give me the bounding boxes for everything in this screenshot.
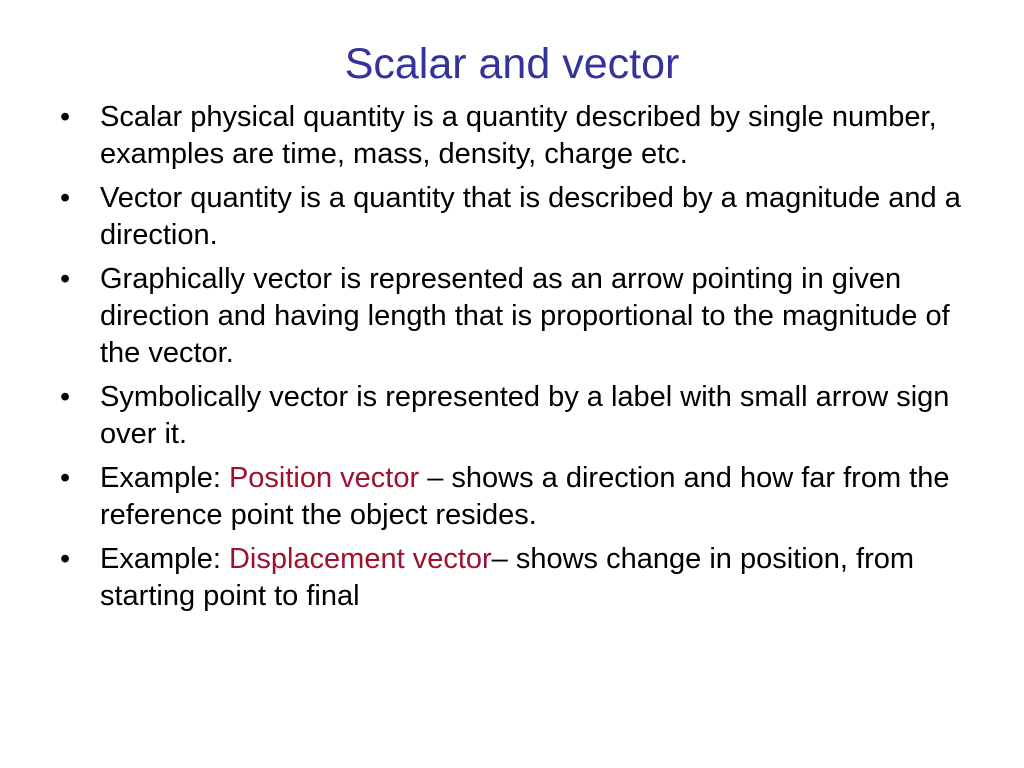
bullet-item-displacement-vector-example: [60, 541, 970, 615]
bullet-text: Symbolically vector is represented by a label with small arrow sign over it.: [100, 381, 950, 450]
bullet-mark: •: [60, 182, 71, 214]
bullet-text: Scalar physical quantity is a quantity described by single number, examples are time, mass, density, charge etc.: [100, 101, 937, 170]
bullet-list: [60, 99, 970, 622]
bullet-item-symbolic-representation: [60, 379, 970, 453]
bullet-item-graphical-representation: [60, 261, 970, 372]
slide-title: Scalar and vector: [344, 40, 680, 88]
bullet-mark: •: [60, 462, 71, 494]
bullet-mark: •: [60, 543, 71, 575]
bullet-prefix: Example:: [100, 543, 229, 575]
bullet-item-scalar-definition: [60, 99, 970, 173]
bullet-prefix: Example:: [100, 462, 229, 494]
bullet-mark: •: [60, 381, 71, 413]
bullet-mark: •: [60, 101, 71, 133]
bullet-mark: •: [60, 263, 71, 295]
bullet-text: Vector quantity is a quantity that is described by a magnitude and a direction.: [100, 182, 961, 251]
highlighted-term: Position vector: [228, 462, 420, 494]
bullet-item-position-vector-example: [60, 460, 970, 534]
bullet-item-vector-definition: [60, 180, 970, 254]
bullet-suffix: – shows change in position, from starting point to final: [100, 543, 915, 612]
bullet-text: Graphically vector is represented as an arrow pointing in given direction and having length that is proportional to the magnitude of the vector.: [100, 263, 950, 369]
bullet-suffix: – shows a direction and how far from the reference point the object resides.: [100, 462, 950, 531]
highlighted-term: Displacement vector: [228, 543, 492, 575]
